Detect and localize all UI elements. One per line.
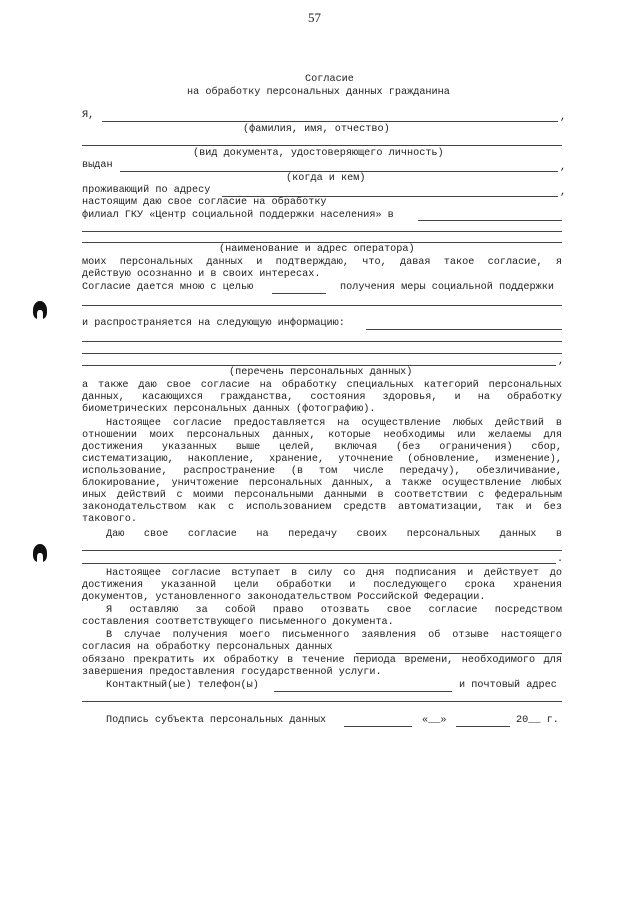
body-line: Даю свое согласие на передачу своих персональных данных в xyxy=(106,529,562,540)
doc-caption: (вид документа, удостоверяющего личность) xyxy=(193,148,444,159)
comma-4: , xyxy=(558,356,565,367)
signature-label: Подпись субъекта персональных данных xyxy=(106,715,327,726)
fio-caption: (фамилия, имя, отчество) xyxy=(243,124,390,135)
punch-hole-mark-bottom xyxy=(33,544,47,562)
body-line: достижения указанной цели обработки и последующего срока хранения xyxy=(82,580,562,591)
operator-caption: (наименование и адрес оператора) xyxy=(219,244,415,255)
body-line: такового. xyxy=(82,514,138,525)
body-line: Настоящее согласие предоставляется на осуществление любых действий в xyxy=(106,418,562,429)
comma-1: , xyxy=(560,112,567,123)
body-line: систематизацию, накопление, хранение, уточнение (обновление, изменение), xyxy=(82,454,562,465)
body-line: составления соответствующего письменного документа. xyxy=(82,617,394,628)
operator-field-2[interactable] xyxy=(82,242,562,243)
punch-hole-mark-top xyxy=(33,301,47,319)
issued-field[interactable] xyxy=(120,171,558,172)
postal-field[interactable] xyxy=(82,701,562,702)
body-line: завершения предоставления государственной услуги. xyxy=(82,667,382,678)
purpose-field-2[interactable] xyxy=(82,305,562,306)
body-line: обязано прекратить их обработку в течение периода времени, необходимого для xyxy=(82,655,562,666)
info-field-3[interactable] xyxy=(82,353,562,354)
info-field-1[interactable] xyxy=(366,329,562,330)
phone-field[interactable] xyxy=(274,691,452,692)
body-line: документов, установленного законодательством Российской Федерации. xyxy=(82,592,486,603)
date-day: «__» xyxy=(422,715,447,726)
body-line: В случае получения моего письменного заявления об отзыве настоящего xyxy=(106,630,562,641)
date-year: 20__ г. xyxy=(516,715,559,726)
phone-label: Контактный(ые) телефон(ы) xyxy=(106,680,259,691)
operator-field-1[interactable] xyxy=(82,231,562,232)
ya-label: Я, xyxy=(82,110,95,121)
info-field-2[interactable] xyxy=(82,341,562,342)
purpose-label: Согласие дается мною с целью xyxy=(82,282,254,293)
transfer-field-1[interactable] xyxy=(82,550,562,551)
purpose-field[interactable] xyxy=(272,293,326,294)
signature-field[interactable] xyxy=(344,726,412,727)
body-line: законодательством как с использованием средств автоматизации, так и без xyxy=(82,502,562,513)
page-number: 57 xyxy=(308,10,321,25)
body-line: использование, распространение (в том числе передачу), обезличивание, xyxy=(82,466,562,477)
comma-3: , xyxy=(560,187,567,198)
period-1: . xyxy=(557,554,564,565)
body-line: согласия на обработку персональных данных xyxy=(82,642,333,653)
transfer-field-2[interactable] xyxy=(82,563,556,564)
branch-field[interactable] xyxy=(418,220,562,221)
body-line: отношении моих персональных данных, которые необходимы или желаемы для xyxy=(82,430,562,441)
body-line: данных, касающихся гражданства, состояния здоровья, и на обработку xyxy=(82,392,562,403)
issued-caption: (когда и кем) xyxy=(286,173,366,184)
purpose-text: получения меры социальной поддержки xyxy=(340,282,554,293)
consent-to-text: настоящим даю свое согласие на обработку xyxy=(82,197,327,208)
body-line: Настоящее согласие вступает в силу со дня подписания и действует до xyxy=(106,568,562,579)
body-line: иных действий с моими персональными данными в соответствии с федеральным xyxy=(82,490,562,501)
body-line: моих персональных данных и подтверждаю, что, давая такое согласие, я xyxy=(82,257,562,268)
body-line: блокирование, уничтожение персональных данных, а также осуществление любых xyxy=(82,478,562,489)
fio-field-2[interactable] xyxy=(82,145,562,146)
case-field[interactable] xyxy=(356,653,562,654)
pd-list-caption: (перечень персональных данных) xyxy=(229,367,413,378)
date-month-field[interactable] xyxy=(456,726,510,727)
body-line: Я оставляю за собой право отозвать свое согласие посредством xyxy=(106,605,562,616)
title-line-2: на обработку персональных данных гражданина xyxy=(187,87,450,98)
fio-field[interactable] xyxy=(102,121,558,122)
info-field-4[interactable] xyxy=(82,365,556,366)
body-line: а также даю свое согласие на обработку специальных категорий персональных xyxy=(82,380,562,391)
title-line-1: Согласие xyxy=(305,74,354,85)
body-line: достижения указанных выше целей, включая (без ограничения) сбор, xyxy=(82,442,562,453)
address-label: проживающий по адресу xyxy=(82,185,211,196)
comma-2: , xyxy=(560,162,567,173)
body-line: действую осознанно и в своих интересах. xyxy=(82,269,321,280)
branch-text: филиал ГКУ «Центр социальной поддержки населения» в xyxy=(82,210,394,221)
postal-label: и почтовый адрес xyxy=(459,680,557,691)
issued-label: выдан xyxy=(82,160,113,171)
extends-label: и распространяется на следующую информацию: xyxy=(82,318,345,329)
body-line: биометрических персональных данных (фотографию). xyxy=(82,404,376,415)
